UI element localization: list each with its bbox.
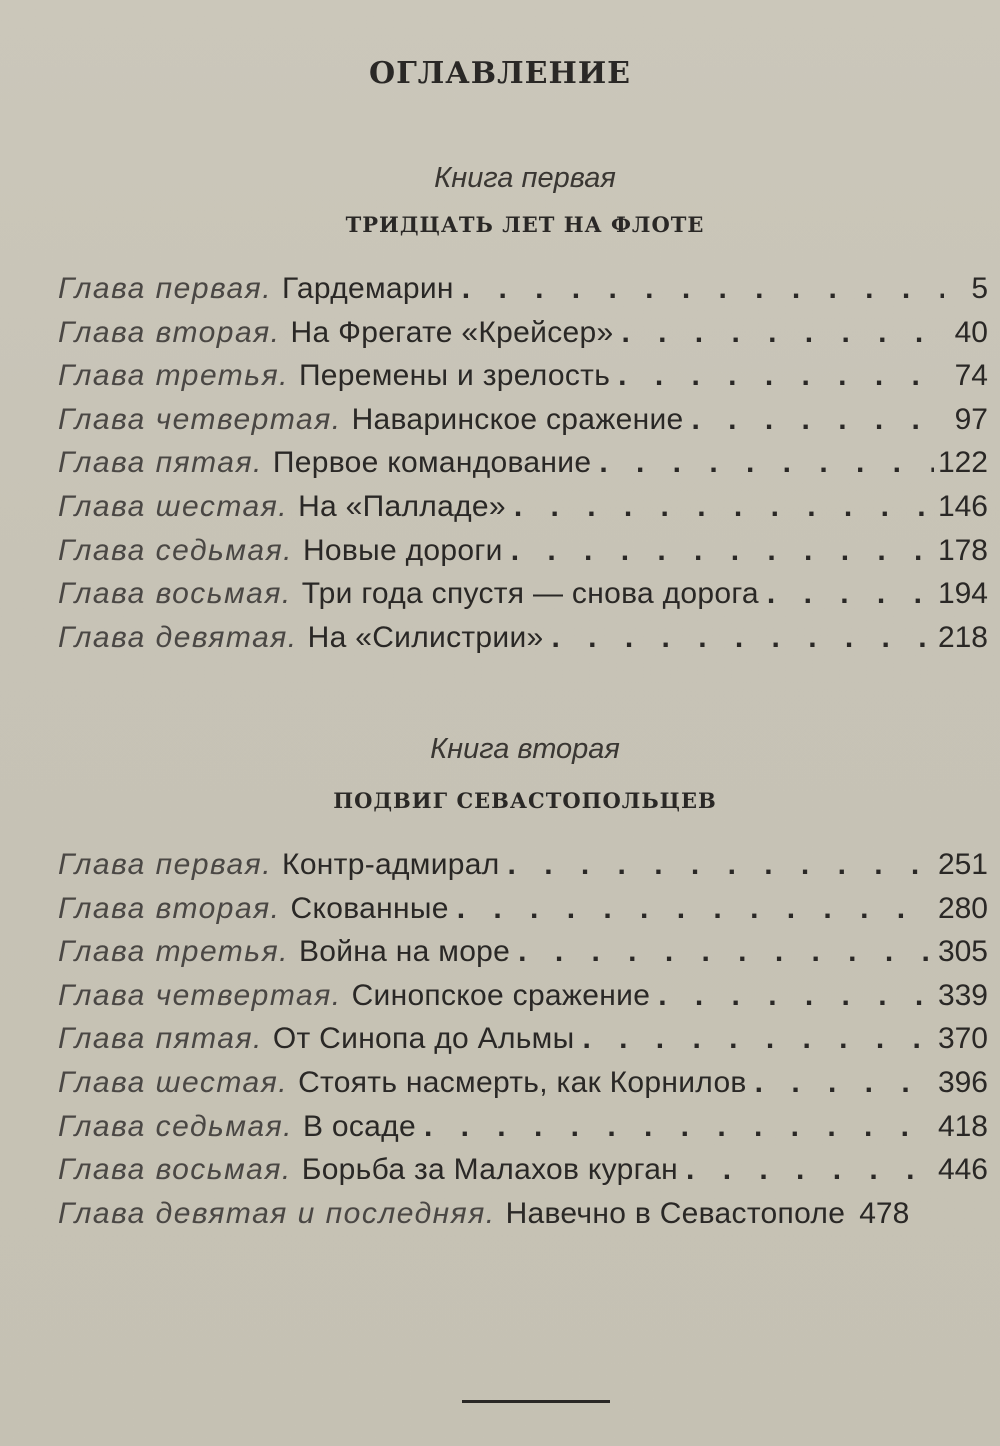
page-number: 418 — [937, 1109, 988, 1143]
chapter-label: Глава девятая. — [58, 620, 298, 654]
dot-leader — [658, 979, 934, 1013]
chapter-title: Стоять насмерть, как Корнилов — [298, 1065, 747, 1099]
page-number: 40 — [954, 315, 988, 349]
chapter-title: Гардемарин — [282, 272, 454, 305]
chapter-label: Глава вторая. — [58, 891, 281, 925]
dot-leader — [618, 359, 944, 393]
dot-leader — [692, 403, 944, 437]
dot-leader — [621, 316, 944, 350]
dot-leader — [755, 1066, 934, 1100]
page-number: 74 — [954, 359, 988, 393]
dot-leader — [424, 1110, 934, 1144]
page-number: 178 — [937, 533, 988, 567]
page-number: 446 — [937, 1153, 988, 1187]
chapter-title: Скованные — [290, 891, 449, 925]
dot-leader — [514, 490, 934, 524]
page-number: 478 — [859, 1196, 910, 1230]
chapter-label: Глава четвертая. — [58, 402, 342, 436]
book-2-label: Книга вторая — [430, 733, 620, 765]
page-number: 251 — [937, 848, 988, 881]
toc-row[interactable] — [58, 359, 988, 403]
page-number: 280 — [937, 891, 988, 925]
dot-leader — [518, 935, 934, 969]
toc-row[interactable] — [58, 577, 988, 621]
page-number: 194 — [937, 577, 988, 611]
toc-row[interactable] — [58, 272, 988, 316]
toc-row[interactable] — [58, 979, 988, 1023]
chapter-title: В осаде — [302, 1109, 416, 1143]
chapter-title: Наваринское сражение — [351, 402, 684, 436]
chapter-title: От Синопа до Альмы — [272, 1022, 575, 1056]
chapter-title: Первое командование — [272, 446, 592, 480]
page-number: 370 — [937, 1022, 988, 1056]
chapter-title: Борьба за Малахов курган — [301, 1153, 679, 1187]
chapter-label: Глава восьмая. — [58, 577, 292, 611]
toc-row[interactable] — [58, 1110, 988, 1154]
toc-row[interactable] — [58, 1066, 988, 1110]
dot-leader — [582, 1022, 933, 1056]
dot-leader — [508, 848, 934, 882]
chapter-title: Новые дороги — [302, 533, 503, 567]
chapter-title: Синопское сражение — [351, 978, 651, 1012]
chapter-title: На «Палладе» — [298, 489, 506, 523]
chapter-label: Глава седьмая. — [58, 1109, 293, 1143]
chapter-label: Глава вторая. — [58, 315, 281, 349]
chapter-label: Глава восьмая. — [58, 1153, 292, 1187]
page-number: 305 — [937, 935, 988, 969]
dot-leader — [599, 446, 934, 480]
dot-leader — [686, 1153, 934, 1187]
page-number: 5 — [971, 272, 988, 305]
toc-row[interactable] — [58, 892, 988, 936]
toc-row[interactable] — [58, 935, 988, 979]
page-title: ОГЛАВЛЕНИЕ — [368, 56, 632, 91]
chapter-label: Глава четвертая. — [58, 978, 342, 1012]
chapter-label: Глава первая. — [58, 272, 273, 305]
dot-leader — [552, 621, 934, 655]
toc-row[interactable] — [58, 1153, 988, 1197]
dot-leader — [462, 272, 944, 306]
chapter-label: Глава пятая. — [58, 446, 263, 480]
page-number: 97 — [954, 402, 988, 436]
chapter-label: Глава пятая. — [58, 1022, 263, 1056]
dot-leader — [767, 577, 934, 611]
toc-row[interactable] — [58, 403, 988, 447]
dot-leader — [511, 534, 934, 568]
chapter-title: Перемены и зрелость — [298, 359, 611, 393]
chapter-label: Глава шестая. — [58, 1065, 289, 1099]
book-1-title: ТРИДЦАТЬ ЛЕТ НА ФЛОТЕ — [345, 212, 705, 237]
toc-row[interactable] — [58, 490, 988, 534]
chapter-label: Глава третья. — [58, 359, 289, 393]
end-divider — [462, 1400, 610, 1403]
page-number: 339 — [937, 978, 988, 1012]
chapter-title: Навечно в Севастополе — [505, 1196, 846, 1230]
toc-row[interactable] — [58, 621, 988, 665]
toc-row[interactable] — [58, 1197, 988, 1241]
chapter-title: На Фрегате «Крейсер» — [290, 315, 614, 349]
chapter-label: Глава первая. — [58, 848, 273, 881]
chapter-label: Глава шестая. — [58, 489, 289, 523]
chapter-title: На «Силистрии» — [307, 620, 544, 654]
chapter-title: Война на море — [298, 935, 511, 969]
chapter-title: Три года спустя — снова дорога — [301, 577, 759, 611]
toc-row[interactable] — [58, 848, 988, 892]
toc-row[interactable] — [58, 316, 988, 360]
toc-book-2 — [58, 848, 988, 1240]
dot-leader — [457, 892, 934, 926]
page-number: 396 — [937, 1065, 988, 1099]
toc-row[interactable] — [58, 534, 988, 578]
chapter-label: Глава седьмая. — [58, 533, 293, 567]
chapter-label: Глава девятая и последняя. — [58, 1196, 496, 1230]
book-2-title: ПОДВИГ СЕВАСТОПОЛЬЦЕВ — [333, 788, 717, 813]
book-1-label: Книга первая — [434, 162, 616, 194]
chapter-title: Контр-адмирал — [282, 848, 500, 881]
chapter-label: Глава третья. — [58, 935, 289, 969]
toc-book-1 — [58, 272, 988, 664]
page-number: 218 — [937, 620, 988, 654]
page-number: 122 — [937, 446, 988, 480]
page-number: 146 — [937, 489, 988, 523]
toc-row[interactable] — [58, 446, 988, 490]
toc-row[interactable] — [58, 1022, 988, 1066]
